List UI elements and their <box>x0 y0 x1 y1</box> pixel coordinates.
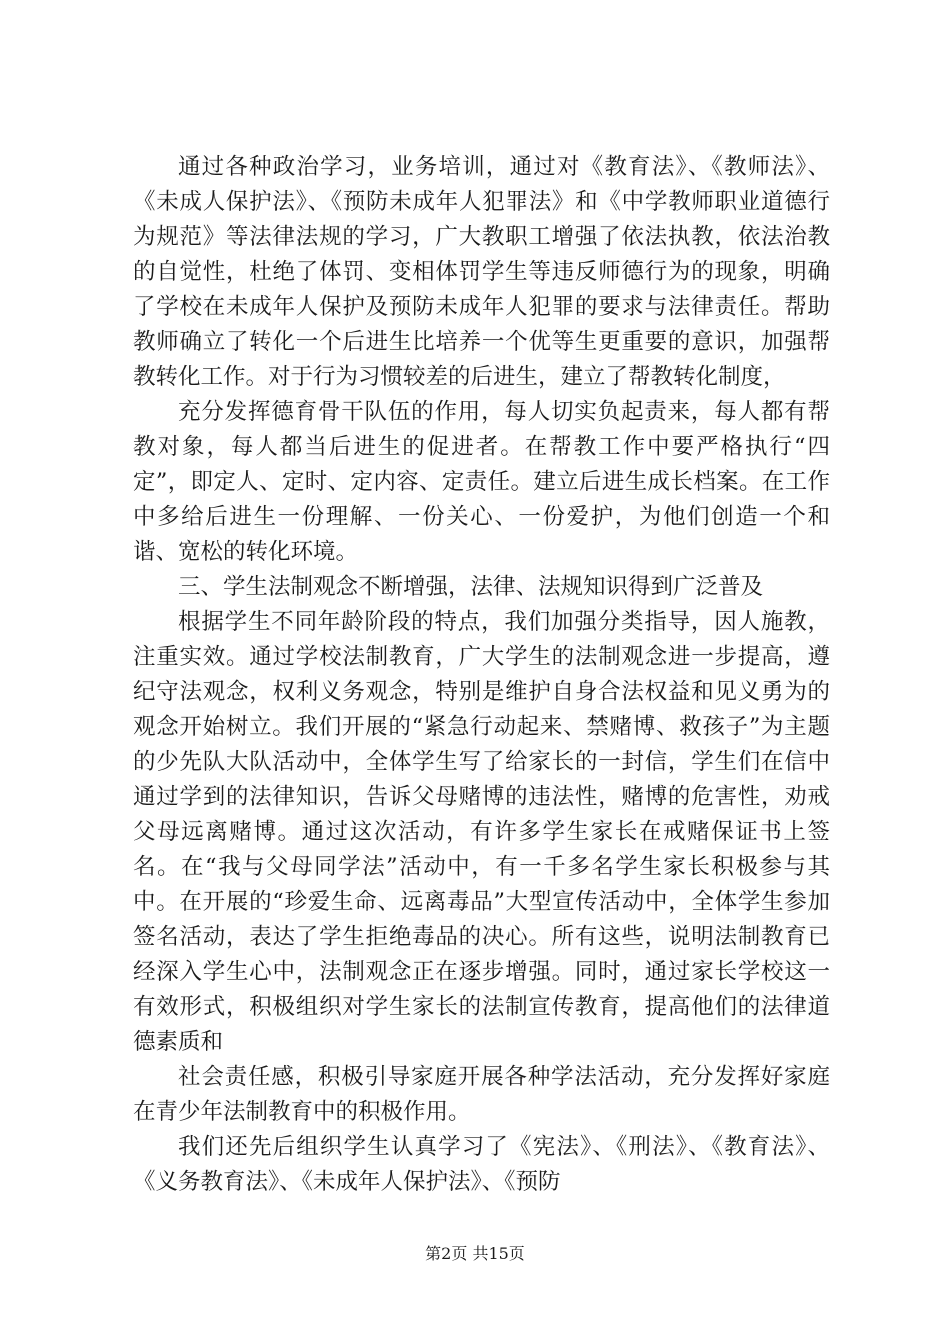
paragraph-social-responsibility: 社会责任感，积极引导家庭开展各种学法活动，充分发挥好家庭在青少年法制教育中的积极作用。 <box>133 1064 830 1125</box>
paragraph-teacher-law-study: 通过各种政治学习，业务培训，通过对《教育法》、《教师法》、《未成人保护法》、《预防未成年人犯罪法》和《中学教师职业道德行为规范》等法律法规的学习，广大教职工增强了依法执教，依法治教的自觉性，杜绝了体罚、变相体罚学生等违反师德行为的现象，明确了学校在未成年人保护及预防未成年人犯罪的要求与法律责任。帮助教师确立了转化一个后进生比培养一个优等生更重要的意识，加强帮教转化工作。对于行为习惯较差的后进生，建立了帮教转化制度， <box>133 154 830 390</box>
paragraph-moral-education-team: 充分发挥德育骨干队伍的作用，每人切实负起责来，每人都有帮教对象，每人都当后进生的促进者。在帮教工作中要严格执行“四定”，即定人、定时、定内容、定责任。建立后进生成长档案。在工作中多给后进生一份理解、一份关心、一份爱护，为他们创造一个和谐、宽松的转化环境。 <box>133 399 830 565</box>
paragraph-student-legal-activities: 根据学生不同年龄阶段的特点，我们加强分类指导，因人施教，注重实效。通过学校法制教育，广大学生的法制观念进一步提高，遵纪守法观念，权利义务观念，特别是维护自身合法权益和见义勇为的观念开始树立。我们开展的“紧急行动起来、禁赌博、救孩子”为主题的少先队大队活动中，全体学生写了给家长的一封信，学生们在信中通过学到的法律知识，告诉父母赌博的违法性，赌博的危害性，劝戒父母远离赌博。通过这次活动，有许多学生家长在戒赌保证书上签名。在“我与父母同学法”活动中，有一千多名学生家长积极参与其中。在开展的“珍爱生命、远离毒品”大型宣传活动中，全体学生参加签名活动，表达了学生拒绝毒品的决心。所有这些，说明法制教育已经深入学生心中，法制观念正在逐步增强。同时，通过家长学校这一有效形式，积极组织对学生家长的法制宣传教育，提高他们的法律道德素质和 <box>133 609 830 1055</box>
section-heading-student-legal-awareness: 三、学生法制观念不断增强，法律、法规知识得到广泛普及 <box>178 574 764 600</box>
page-number-footer: 第2页 共15页 <box>425 1244 525 1263</box>
document-body <box>133 150 830 1200</box>
paragraph-law-study-list: 我们还先后组织学生认真学习了《宪法》、《刑法》、《教育法》、《义务教育法》、《未成年人保护法》、《预防 <box>133 1134 830 1195</box>
